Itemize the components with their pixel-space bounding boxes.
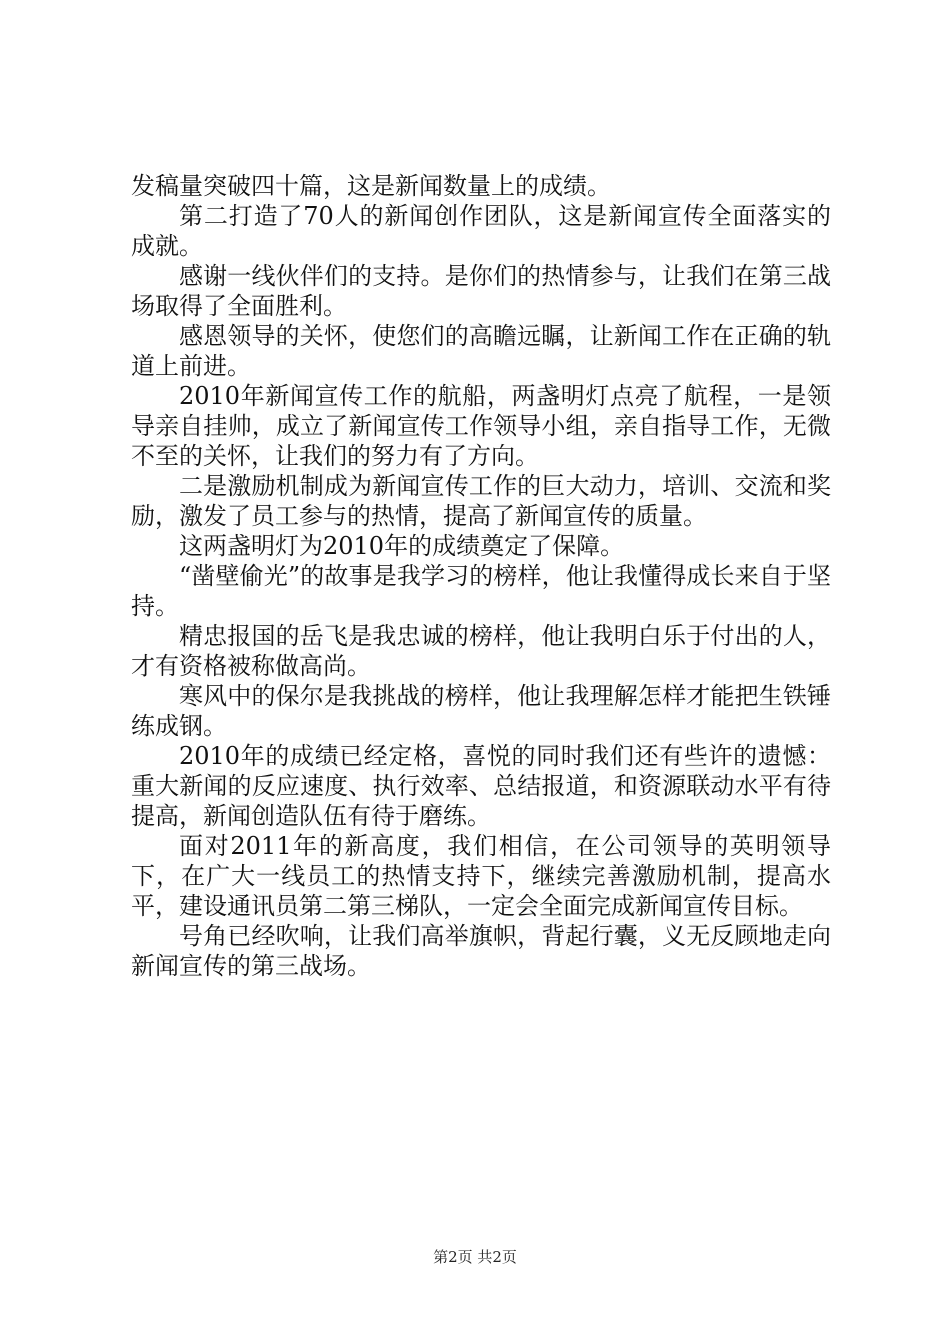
page-footer: 第2页 共2页 bbox=[433, 1248, 517, 1266]
paragraph: 面对2011年的新高度，我们相信，在公司领导的英明领导下，在广大一线员工的热情支持下，继续完善激励机制，提高水平，建设通讯员第二第三梯队，一定会全面完成新闻宣传目标。 bbox=[131, 832, 831, 920]
paragraph: 这两盏明灯为2010年的成绩奠定了保障。 bbox=[179, 532, 625, 560]
paragraph: 号角已经吹响，让我们高举旗帜，背起行囊，义无反顾地走向新闻宣传的第三战场。 bbox=[131, 922, 831, 980]
paragraph: “凿壁偷光”的故事是我学习的榜样，他让我懂得成长来自于坚持。 bbox=[131, 562, 831, 620]
paragraph: 寒风中的保尔是我挑战的榜样，他让我理解怎样才能把生铁锤练成钢。 bbox=[131, 682, 831, 740]
paragraph: 感谢一线伙伴们的支持。是你们的热情参与，让我们在第三战场取得了全面胜利。 bbox=[131, 262, 831, 320]
paragraph: 第二打造了70人的新闻创作团队，这是新闻宣传全面落实的成就。 bbox=[131, 202, 831, 260]
paragraph: 感恩领导的关怀，使您们的高瞻远瞩，让新闻工作在正确的轨道上前进。 bbox=[131, 322, 831, 380]
paragraph: 二是激励机制成为新闻宣传工作的巨大动力，培训、交流和奖励，激发了员工参与的热情，提高了新闻宣传的质量。 bbox=[131, 472, 831, 530]
paragraph: 发稿量突破四十篇，这是新闻数量上的成绩。 bbox=[131, 172, 611, 200]
paragraph: 2010年新闻宣传工作的航船，两盏明灯点亮了航程，一是领导亲自挂帅，成立了新闻宣传工作领导小组，亲自指导工作，无微不至的关怀，让我们的努力有了方向。 bbox=[131, 382, 831, 470]
document-body bbox=[131, 171, 831, 981]
paragraph: 2010年的成绩已经定格，喜悦的同时我们还有些许的遗憾：重大新闻的反应速度、执行效率、总结报道，和资源联动水平有待提高，新闻创造队伍有待于磨练。 bbox=[131, 742, 831, 830]
paragraph: 精忠报国的岳飞是我忠诚的榜样，他让我明白乐于付出的人，才有资格被称做高尚。 bbox=[131, 622, 831, 680]
